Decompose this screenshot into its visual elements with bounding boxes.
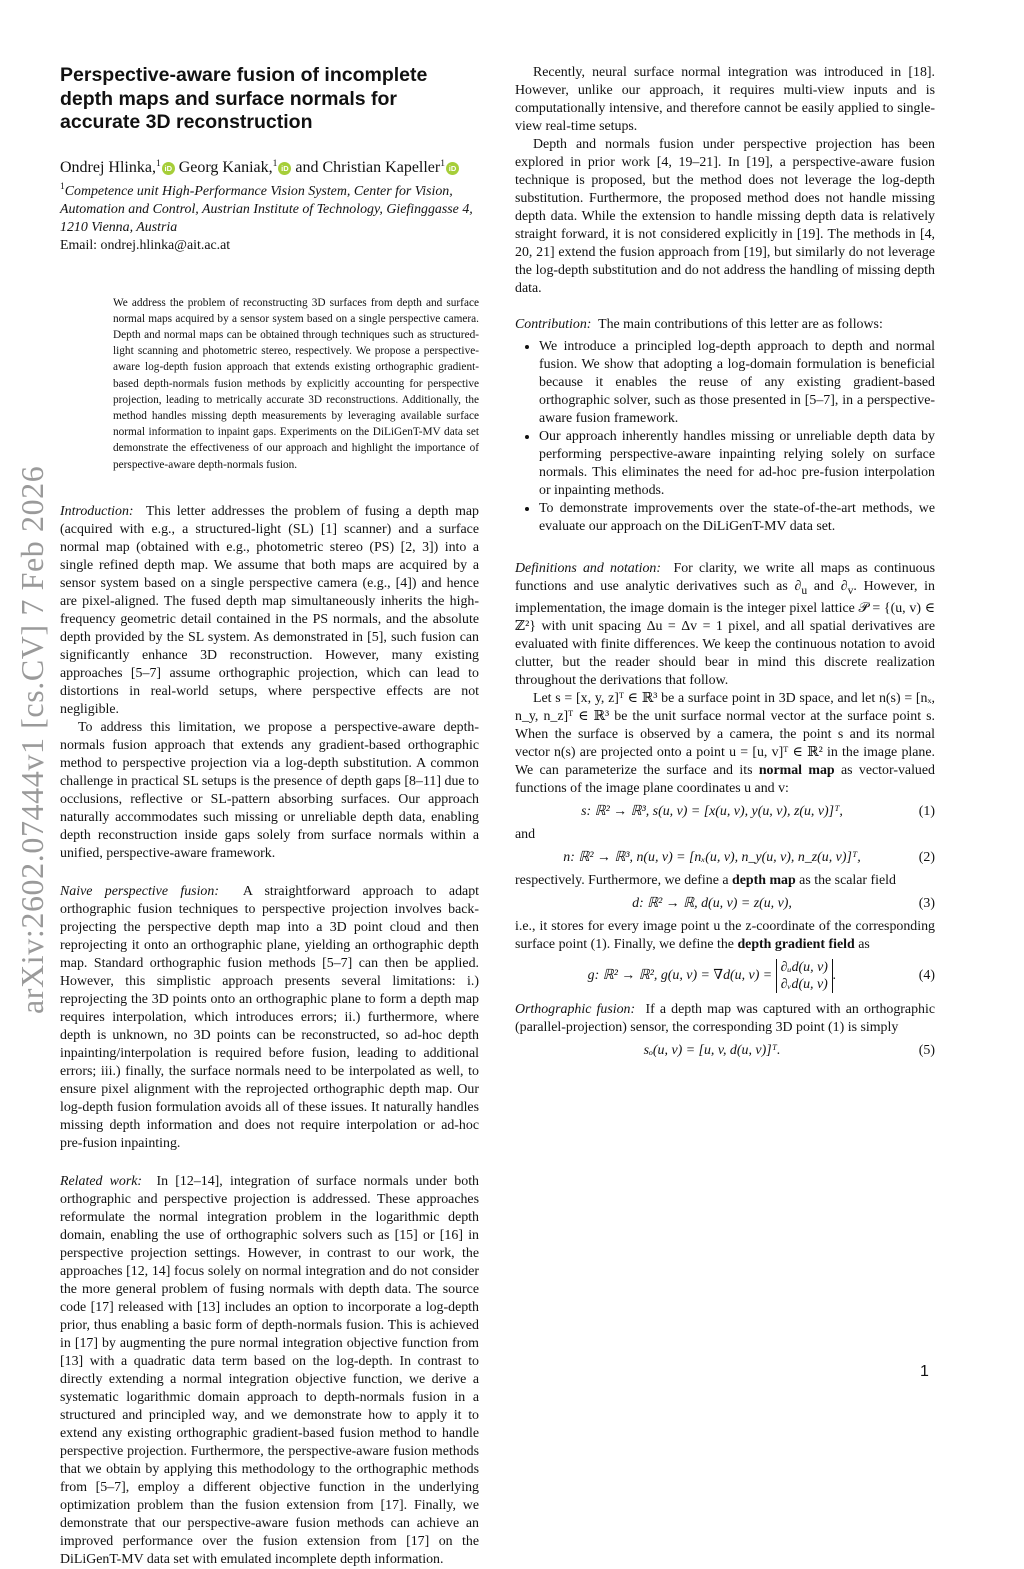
equation-2: [515, 849, 935, 867]
orcid-icon[interactable]: iD: [446, 162, 459, 175]
equation-5: [515, 1042, 935, 1060]
contribution-list: [515, 338, 935, 536]
matrix-row: ∂ᵤd(u, v): [780, 959, 828, 975]
bold-term: depth map: [732, 872, 796, 888]
equation-body: sₒ(u, v) = [u, v, d(u, v)]ᵀ.: [643, 1042, 781, 1058]
definitions-text: respectively. Furthermore, we define a: [515, 872, 733, 888]
equation-number: (2): [918, 849, 935, 865]
section-label: Introduction:: [60, 503, 134, 519]
intro-paragraph-2: To address this limitation, we propose a perspective-aware depth-normals fusion approach that extends any gradient-based orthographic method to perspective projection via a log-depth substitution. A common challenge in practical SL setups is the presence of depth gaps [8–11] due to occlusions, reflective or SL-pattern absorbing surfaces. Our approach naturally accommodates such missing or unreliable depth data, enabling depth reconstruction inside gaps solely from surface normals within a unified, perspective-aware framework.: [60, 719, 479, 861]
equation-body: d: ℝ² → ℝ, d(u, v) = z(u, v),: [632, 895, 792, 911]
equation-number: (1): [918, 803, 935, 819]
related-paragraph: [60, 1173, 479, 1569]
author-3: and Christian Kapeller: [295, 158, 441, 176]
and-text: and: [515, 826, 536, 842]
section-label: Definitions and notation:: [515, 561, 661, 576]
left-column: [60, 64, 479, 1569]
bold-term: depth gradient field: [737, 936, 855, 952]
affil-mark: 1: [60, 181, 65, 192]
related-paragraph-2: Recently, neural surface normal integration was introduced in [18]. However, unlike our approach, it requires multi-view inputs and is computationally intensive, and therefore cannot be easily applied to single-view real-time setups.: [515, 65, 935, 134]
ortho-text: If a depth map was captured with an orthographic (parallel-projection) sensor, the corresponding 3D point (1) is simply: [515, 1001, 935, 1035]
definitions-text: and ∂: [807, 579, 848, 594]
related-text: In [12–14], integration of surface normals under both orthographic and perspective projection is addressed. These approaches reformulate the normal integration problem in the logarithmic depth domain, enabling the use of orthographic solvers such as [15] or [16] in perspective projection settings. However, in contrast to our work, the approaches [12, 14] focus solely on normal integration and do not consider the more general problem of fusing normals with depth data. The source code [17] released with [13] includes an option to incorporate a log-depth prior, thus enabling a basic form of depth-normals fusion. This is achieved in [17] by augmenting the pure normal integration objective function from [13] with a quadratic data term based on the log-depth. In contrast to directly extending a normal integration objective function, we derive a systematic logarithmic domain approach to depth-normals fusion in a structured and principled way, and we demonstrate how to apply it to extend any existing orthographic gradient-based fusion method to handle perspective projection. Furthermore, the perspective-aware fusion methods that we obtain by applying this methodology to the orthographic methods from [5–7], employ a different objective function in the underlying optimization problem than the fusion extension from [17]. Finally, we demonstrate that our perspective-aware fusion methods can achieve an improved performance over the fusion extension from [17] on the DiLiGenT-MV data set with emulated incomplete depth information.: [60, 1173, 480, 1567]
respectively-paragraph: [515, 872, 935, 890]
author-2: Georg Kaniak,: [178, 158, 273, 176]
subscript: u: [801, 583, 808, 597]
intro-paragraph: [60, 503, 479, 719]
gradient-matrix: [776, 959, 833, 993]
contribution-item: • To demonstrate improvements over the state-of-the-art methods, we evaluate our approach on the DiLiGenT-MV data set.: [539, 500, 935, 536]
author-1: Ondrej Hlinka,: [60, 158, 156, 176]
definitions-text: . However, in implementation, the image domain is the integer pixel lattice 𝒫 = {(u, v) ∈ ℤ²} with unit spacing Δu = Δv = 1 pixel, and all spatial derivatives are evaluated with finite differences. We keep the continuous notation to avoid clutter, but the reader should bear in mind this discrete realization throughout the derivations that follow.: [515, 579, 935, 688]
equation-number: (5): [918, 1042, 935, 1058]
equation-1: [515, 803, 935, 821]
orcid-icon[interactable]: iD: [162, 162, 175, 175]
definitions-paragraph: [515, 560, 935, 690]
affil-mark: 1: [440, 158, 445, 169]
subscript: v: [847, 583, 854, 597]
definitions-text: Let s = [x, y, z]ᵀ ∈ ℝ³ be a surface point in 3D space, and let n(s) = [nₓ, n_y, n_z]ᵀ ∈ ℝ³ be the unit surface normal vector at the surface point s. When the surface is observed by a camera, the point s and its normal vector n(s) are projected onto a point u = [u, v]ᵀ ∈ ℝ² in the image plane. We can parameterize the surface and its: [515, 690, 935, 778]
contribution-paragraph: [515, 316, 935, 334]
related-paragraph-3: Depth and normals fusion under perspective projection has been explored in prior work [4, 19–21]. In [19], a perspective-aware fusion technique is proposed, but the method does not leverage the log-depth substitution. Furthermore, the proposed method does not handle missing depth data. While the extension to handle missing depth data is relatively straight forward, it is not considered explicitly in [19]. The methods in [4, 20, 21] extend the fusion approach from [19], but similarly do not leverage the log-depth substitution and do not address the handling of missing depth data.: [515, 137, 935, 296]
equation-number: (3): [918, 895, 935, 911]
ortho-paragraph: [515, 1001, 935, 1037]
section-label: Contribution:: [515, 317, 592, 332]
affiliation-text: Competence unit High-Performance Vision System, Center for Vision, Automation and Control, Austrian Institute of Technology, Giefinggasse 4, 1210 Vienna, Austria: [60, 183, 473, 235]
contribution-intro: The main contributions of this letter are as follows:: [598, 317, 883, 332]
definitions-text: as vector-valued functions of the image plane coordinates u and v:: [515, 762, 935, 796]
definitions-text: i.e., it stores for every image point u the z-coordinate of the corresponding surface point (1). Finally, we define the: [515, 918, 935, 952]
definitions-paragraph-2: [515, 690, 935, 798]
affil-mark: 1: [155, 158, 161, 169]
definitions-text: as: [854, 936, 870, 952]
naive-paragraph: [60, 883, 479, 1153]
bold-term: normal map: [758, 762, 835, 778]
email: Email: ondrej.hlinka@ait.ac.at: [60, 237, 231, 253]
affil-mark: 1: [272, 158, 278, 169]
section-label: Related work:: [60, 1173, 143, 1189]
arxiv-watermark: arXiv:2602.07444v1 [cs.CV] 7 Feb 2026: [14, 465, 50, 1014]
contribution-item: • We introduce a principled log-depth approach to depth and normal fusion. We show that adopting a log-domain formulation is beneficial because it enables the reuse of any existing gradient-based orthographic solver, such as those presented in [5–7], in a perspective-aware fusion framework.: [539, 338, 935, 428]
contribution-item: • Our approach inherently handles missing or unreliable depth data by performing perspective-aware inpainting relying solely on surface normals. This eliminates the need for ad-hoc pre-fusion interpolation or inpainting methods.: [539, 428, 935, 500]
matrix-row: ∂ᵥd(u, v): [780, 976, 828, 992]
definitions-text: For clarity, we write all maps as continuous functions and use analytic derivatives such as ∂: [515, 561, 935, 594]
section-label: Orthographic fusion:: [515, 1001, 636, 1017]
intro-text: This letter addresses the problem of fusing a depth map (acquired with e.g., a structured-light (SL) [1] scanner) and a surface normal map (obtained with e.g., photometric stereo (PS) [2, 3]) into a single refined depth map. We assume that both maps are acquired by a sensor system based on a single perspective camera (e.g., [4]) and hence are pixel-aligned. The fused depth map simultaneously inherits the high-frequency geometric detail contained in the PS normals, and the absolute depth provided by the SL system. As demonstrated in [5], such fusion can significantly enhance 3D reconstruction. However, many existing approaches [5–7] assume orthographic projection, which can lead to distortions in real-world setups, where perspective effects are not negligible.: [60, 503, 479, 717]
ie-paragraph: [515, 918, 935, 954]
equation-body: g: ℝ² → ℝ², g(u, v) = ∇d(u, v) = ∂ᵤd(u, v) ∂ᵥd(u, v).: [587, 959, 837, 992]
section-label: Naive perspective fusion:: [60, 883, 219, 899]
equation-body: s: ℝ² → ℝ³, s(u, v) = [x(u, v), y(u, v), z(u, v)]ᵀ,: [581, 803, 843, 819]
equation-body: n: ℝ² → ℝ³, n(u, v) = [nₓ(u, v), n_y(u, v), n_z(u, v)]ᵀ,: [563, 849, 861, 865]
affiliation: [60, 183, 479, 237]
equation-number: (4): [918, 967, 935, 983]
paper-title: Perspective-aware fusion of incomplete depth maps and surface normals for accurate 3D reconstruction: [60, 64, 428, 133]
definitions-text: as the scalar field: [795, 872, 896, 888]
orcid-icon[interactable]: iD: [278, 162, 291, 175]
page-number: 1: [920, 1363, 929, 1380]
equation-3: [515, 895, 935, 913]
equation-4: [515, 959, 935, 993]
author-list: [60, 157, 479, 178]
equation-lhs: g: ℝ² → ℝ², g(u, v) = ∇d(u, v) =: [587, 967, 773, 983]
abstract: We address the problem of reconstructing 3D surfaces from depth and surface normal maps acquired by a sensor system based on a single perspective camera. Depth and normal maps can be obtained through techniques such as structured-light scanning and photometric stereo, respectively. We propose a perspective-aware log-depth fusion approach that extends existing orthographic gradient-based depth-normals fusion methods by explicitly accounting for perspective projection, leading to metrically accurate 3D reconstructions. Additionally, the method handles missing depth measurements by leveraging available surface normal information to inpaint gaps. Experiments on the DiLiGenT-MV data set demonstrate the effectiveness of our approach and highlight the importance of perspective-aware depth-normals fusion.: [113, 296, 479, 471]
right-column-content: [515, 64, 935, 1065]
naive-text: A straightforward approach to adapt orthographic fusion techniques to perspective projection involves back-projecting the perspective depth map into a 3D point cloud and then reprojecting it onto an orthographic plane, yielding an orthographic depth map. Standard orthographic fusion methods [5–7] can then be applied. However, this simplistic approach presents several limitations: i.) reprojecting the 3D points onto an orthographic plane to form a depth map requires interpolation, which introduces errors; ii.) furthermore, where depth is unknown, no 3D points can be reconstructed, so ad-hoc depth inpainting/interpolation is required before fusion, leading to additional errors; iii.) finally, the surface normals need to be interpolated as well, to ensure pixel alignment with the reprojected orthographic depth map. Our log-depth fusion formulation avoids all of these issues. It naturally handles missing depth information and does not require interpolation or ad-hoc pre-fusion inpainting.: [60, 883, 480, 1151]
